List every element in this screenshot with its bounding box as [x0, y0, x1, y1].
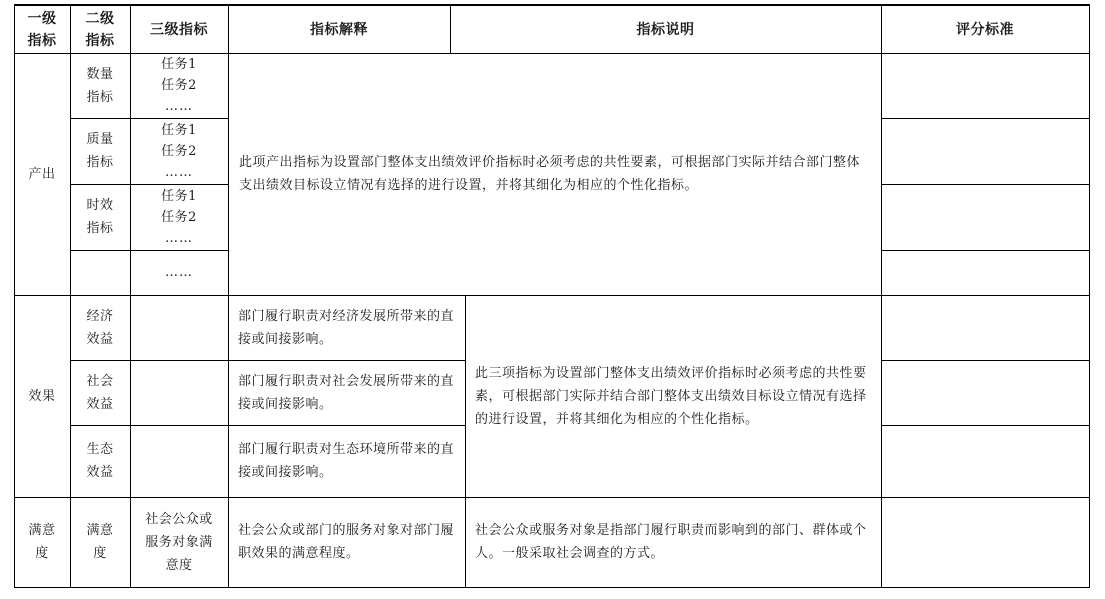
effect-ecological-level2-text: 生态 效益: [86, 442, 114, 480]
grid-line: [881, 118, 1090, 119]
header-description: [450, 6, 881, 53]
task-ellipsis: ……: [165, 99, 193, 114]
output-timeliness-level3: [130, 184, 228, 250]
effect-ecological-interpretation: [228, 425, 465, 497]
grid-line: [450, 6, 451, 53]
effect-social-interpretation-text: 部门履行职责对社会发展所带来的直接或间接影响。: [238, 373, 455, 412]
output-extra-level2: [70, 250, 130, 295]
satisfaction-level3-text: 社会公众或 服务对象满 意度: [145, 511, 213, 573]
effect-description: [465, 295, 881, 497]
task-ellipsis: ……: [165, 265, 193, 280]
satisfaction-interpretation-text: 社会公众或部门的服务对象对部门履职效果的满意程度。: [238, 523, 455, 561]
output-quality-level2: [70, 118, 130, 184]
effect-social-level3: [130, 360, 228, 425]
effect-ecological-level3: [130, 425, 228, 497]
task-1: 任务1: [161, 57, 197, 72]
effect-economic-level2-text: 经济 效益: [86, 308, 114, 347]
scoring-cell: [881, 360, 1089, 425]
effect-description-text: 此三项指标为设置部门整体支出绩效评价指标时必须考虑的共性要素，可根据部门实际并结合部门整体支出绩效目标设立情况有选择的进行设置，并将其细化为相应的个性化指标。: [475, 365, 867, 427]
header-level2-text: 二级 指标: [85, 10, 115, 49]
effect-economic-level2: [70, 295, 130, 360]
header-interpretation: [228, 6, 450, 53]
task-2: 任务2: [161, 209, 197, 225]
scoring-cell: [881, 250, 1089, 295]
scoring-cell: [881, 425, 1089, 497]
header-level2: [70, 6, 130, 53]
scoring-cell: [881, 497, 1089, 587]
task-2: 任务2: [161, 78, 197, 93]
header-scoring: [881, 6, 1089, 53]
satisfaction-level1: [14, 497, 70, 587]
satisfaction-level2: [70, 497, 130, 587]
grid-line: [881, 360, 1090, 361]
task-ellipsis: ……: [165, 164, 193, 180]
scoring-cell: [881, 184, 1089, 250]
satisfaction-level1-text: 满意 度: [28, 523, 56, 561]
grid-line: [14, 53, 1090, 54]
header-level1-text: 一级 指标: [27, 10, 57, 49]
scoring-cell: [881, 295, 1089, 360]
task-1: 任务1: [161, 122, 197, 138]
effect-social-interpretation: [228, 360, 465, 425]
header-description-text: 指标说明: [636, 21, 695, 38]
output-quality-level3: [130, 118, 228, 184]
grid-line: [14, 587, 1090, 588]
output-quantity-level3: [130, 53, 228, 118]
grid-line: [130, 6, 131, 587]
grid-line: [70, 250, 228, 251]
grid-line: [881, 6, 882, 587]
grid-line: [881, 250, 1090, 251]
effect-level1-text: 效果: [28, 388, 56, 404]
output-extra-level3: [130, 250, 228, 295]
satisfaction-description-text: 社会公众或服务对象是指部门履行职责而影响到的部门、群体或个人。一般采取社会调查的方式。: [475, 523, 867, 561]
output-level1: [14, 53, 70, 295]
grid-line: [881, 425, 1090, 426]
output-explanation-text: 此项产出指标为设置部门整体支出绩效评价指标时必须考虑的共性要素，可根据部门实际并结合部门整体支出绩效目标设立情况有选择的进行设置，并将其细化为相应的个性化指标。: [239, 155, 861, 193]
output-level1-text: 产出: [28, 166, 56, 182]
grid-line: [14, 295, 1090, 296]
output-timeliness-level2-text: 时效 指标: [86, 198, 114, 236]
scoring-cell: [881, 53, 1089, 118]
task-2: 任务2: [161, 143, 197, 159]
satisfaction-level3: [130, 497, 228, 587]
grid-line: [228, 6, 229, 587]
header-interpretation-text: 指标解释: [310, 21, 368, 38]
satisfaction-description: [465, 497, 881, 587]
effect-level1: [14, 295, 70, 497]
task-ellipsis: ……: [165, 230, 193, 246]
grid-line: [14, 6, 15, 587]
output-quantity-level2: [70, 53, 130, 118]
grid-line: [1089, 6, 1090, 587]
grid-line: [14, 497, 1090, 498]
effect-economic-interpretation: [228, 295, 465, 360]
grid-line: [881, 184, 1090, 185]
effect-economic-interpretation-text: 部门履行职责对经济发展所带来的直接或间接影响。: [238, 308, 455, 347]
effect-ecological-interpretation-text: 部门履行职责对生态环境所带来的直接或间接影响。: [238, 442, 455, 480]
output-explanation: [228, 53, 881, 295]
effect-social-level2-text: 社会 效益: [86, 373, 114, 412]
grid-line: [70, 6, 71, 587]
header-level3: [130, 6, 228, 53]
header-scoring-text: 评分标准: [956, 21, 1014, 38]
effect-ecological-level2: [70, 425, 130, 497]
grid-line: [465, 295, 466, 587]
grid-line: [70, 118, 228, 119]
task-1: 任务1: [161, 188, 197, 204]
grid-line: [70, 184, 228, 185]
satisfaction-level2-text: 满意 度: [86, 523, 114, 561]
effect-economic-level3: [130, 295, 228, 360]
satisfaction-interpretation: [228, 497, 465, 587]
header-level3-text: 三级指标: [150, 21, 208, 38]
output-quantity-level2-text: 数量 指标: [86, 66, 114, 105]
scoring-cell: [881, 118, 1089, 184]
effect-social-level2: [70, 360, 130, 425]
header-level1: [14, 6, 70, 53]
output-timeliness-level2: [70, 184, 130, 250]
output-quality-level2-text: 质量 指标: [86, 132, 114, 170]
